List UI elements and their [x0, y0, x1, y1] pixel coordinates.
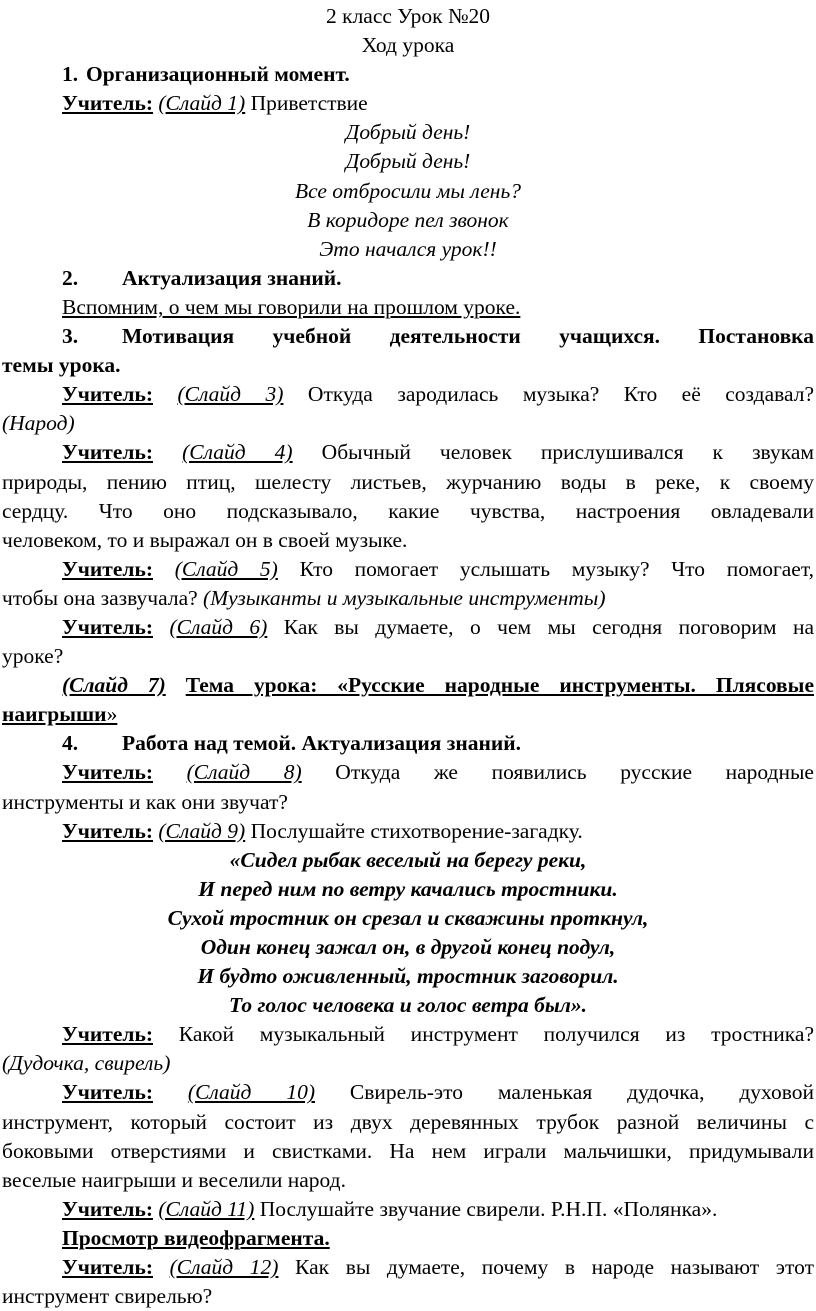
slide-4-line-3: сердцу. Что оно подсказывало, какие чувства, настроения овладевали [2, 498, 814, 523]
teacher-label: Учитель: [62, 1080, 153, 1105]
poem-2-line: Один конец зажал он, в другой конец подул, [200, 935, 616, 959]
lesson-topic-quote: » [106, 702, 118, 727]
poem-2-line: И перед ним по ветру качались тростники. [198, 876, 618, 901]
section-4-number: 4. [62, 731, 79, 756]
slide-4-line-2: природы, пению птиц, шелесту листьев, журчанию воды в реке, к своему [2, 469, 814, 494]
slide-11-paragraph [2, 1195, 814, 1224]
slide-ref: (Слайд 11) [158, 1196, 255, 1221]
lesson-topic-b: наигрыши [2, 702, 107, 727]
slide-ref: (Слайд 3) [177, 382, 284, 407]
slide-ref: (Слайд 12) [169, 1255, 279, 1280]
paragraph-text: Как вы думаете, почему в народе называют этот [278, 1255, 814, 1280]
slide-5-answer: (Музыканты и музыкальные инструменты) [203, 585, 606, 610]
section-3-number: 3. [62, 324, 79, 349]
slide-ref: (Слайд 5) [174, 556, 278, 581]
teacher-label: Учитель: [62, 556, 153, 581]
teacher-label: Учитель: [62, 614, 153, 639]
paragraph-text: Откуда же появились русские народные [301, 760, 814, 785]
teacher-label: Учитель: [62, 1022, 153, 1047]
paragraph-text: Кто помогает услышать музыку? Что помогает, [277, 556, 815, 581]
teacher-label: Учитель: [62, 760, 153, 785]
paragraph-text: Послушайте стихотворение-загадку. [245, 818, 583, 843]
slide-4-line-1 [2, 438, 814, 467]
slide-12-line-1 [2, 1253, 814, 1282]
slide-ref: (Слайд 9) [158, 818, 246, 843]
section-2-number: 2. [62, 265, 79, 290]
slide-7-topic-end [2, 700, 814, 729]
slide-ref: (Слайд 10) [187, 1080, 316, 1105]
paragraph-text: Откуда зародилась музыка? Кто её создавал? [283, 382, 815, 407]
slide-6-line-1 [2, 613, 814, 642]
paragraph-text: Обычный человек прислушивался к звукам [292, 440, 814, 465]
poem-2-line: И будто оживленный, тростник заговорил. [197, 964, 619, 989]
section-1-title: Организационный момент. [86, 62, 350, 87]
paragraph-text: чтобы она зазвучала? [2, 585, 204, 610]
paragraph-text: Какой музыкальный инструмент получился из тростника? [153, 1022, 814, 1047]
poem-2-line: То голос человека и голос ветра был». [229, 993, 587, 1018]
section-3-title-a: Мотивация учебной деятельности учащихся. Постановка [122, 324, 814, 349]
poem-1-line: Это начался урок!! [319, 236, 497, 261]
slide-3-paragraph [2, 380, 814, 409]
header-line-2: Ход урока [361, 33, 455, 58]
slide-4-line-4: человеком, то и выражал он в своей музыке. [2, 527, 408, 552]
reed-question [2, 1020, 814, 1049]
slide-7-topic [2, 671, 814, 700]
paragraph-text: Как вы думаете, о чем мы сегодня поговорим на [267, 614, 815, 639]
slide-ref: (Слайд 7) [62, 673, 166, 698]
section-1-heading [2, 60, 814, 89]
teacher-label: Учитель: [62, 440, 153, 465]
slide-10-line-2: инструмент, который состоит из двух деревянных трубок разной величины с [2, 1109, 814, 1134]
slide-ref: (Слайд 6) [169, 614, 268, 639]
slide-1-paragraph [2, 89, 814, 118]
video-fragment-note: Просмотр видеофрагмента. [62, 1225, 330, 1250]
section-3-title-b: темы урока. [2, 353, 121, 378]
section-4-title: Работа над темой. Актуализация знаний. [122, 731, 522, 756]
slide-12-line-2: инструмент свирелью? [2, 1284, 213, 1309]
slide-8-line-1 [2, 758, 814, 787]
slide-5-line-1 [2, 555, 814, 584]
slide-8-line-2: инструменты и как они звучат? [2, 789, 288, 814]
slide-5-line-2 [2, 584, 814, 613]
teacher-label: Учитель: [62, 818, 153, 843]
slide-9-paragraph [2, 817, 814, 846]
section-2-heading [2, 264, 814, 293]
poem-1-line: Добрый день! [345, 149, 471, 174]
slide-ref: (Слайд 8) [186, 760, 302, 785]
section-3-heading [2, 322, 814, 351]
header-line-1: 2 класс Урок №20 [326, 4, 490, 28]
teacher-label: Учитель: [62, 1255, 153, 1280]
slide-10-line-1 [2, 1078, 814, 1107]
paragraph-text: Приветствие [245, 91, 368, 116]
lesson-topic-a: Тема урока: «Русские народные инструменты. Плясовые [185, 673, 814, 698]
slide-6-line-2: уроке? [2, 644, 64, 669]
slide-10-line-3: боковыми отверстиями и свистками. На нем играли мальчишки, придумывали [2, 1138, 814, 1163]
teacher-label: Учитель: [62, 91, 153, 116]
teacher-label: Учитель: [62, 382, 153, 407]
poem-1-line: Добрый день! [345, 120, 471, 145]
paragraph-text: Свирель-это маленькая дудочка, духовой [315, 1080, 814, 1105]
slide-ref: (Слайд 1) [158, 91, 246, 116]
reed-answer: (Дудочка, свирель) [2, 1051, 171, 1076]
slide-3-answer: (Народ) [2, 411, 75, 436]
poem-2-line: «Сидел рыбак веселый на берегу реки, [229, 847, 587, 872]
teacher-label: Учитель: [62, 1196, 153, 1221]
section-1-number: 1. [62, 62, 79, 87]
section-2-title: Актуализация знаний. [122, 265, 342, 290]
section-4-heading [2, 729, 814, 758]
slide-ref: (Слайд 4) [182, 440, 293, 465]
section-2-text: Вспомним, о чем мы говорили на прошлом уроке. [62, 294, 521, 319]
slide-10-line-4: веселые наигрыши и веселили народ. [2, 1167, 346, 1192]
poem-1-line: В коридоре пел звонок [307, 207, 509, 232]
poem-2-line: Сухой тростник он срезал и скважины проткнул, [167, 905, 649, 930]
paragraph-text: Послушайте звучание свирели. Р.Н.П. «Полянка». [254, 1196, 718, 1221]
poem-1-line: Все отбросили мы лень? [294, 178, 521, 203]
